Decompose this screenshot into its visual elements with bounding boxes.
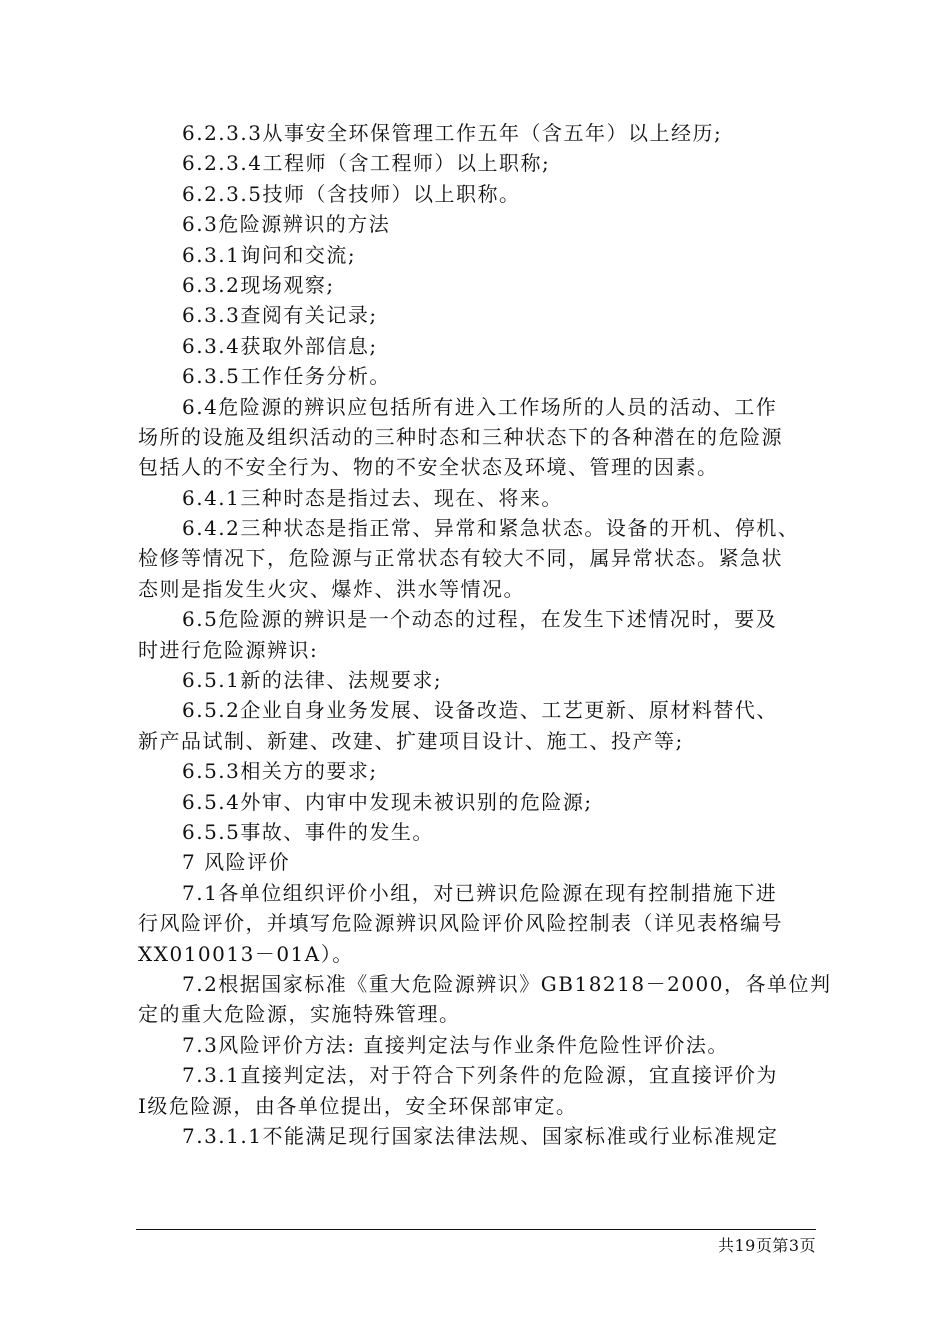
text-line: 场所的设施及组织活动的三种时态和三种状态下的各种潜在的危险源: [138, 424, 783, 449]
text-line: 6.4.1三种时态是指过去、现在、将来。: [182, 485, 563, 510]
text-line: 6.5.3相关方的要求;: [182, 759, 378, 784]
text-line: 7.3风险评价方法: 直接判定法与作业条件危险性评价法。: [182, 1032, 729, 1057]
text-line: 6.3.1询问和交流;: [182, 242, 357, 267]
text-line: 6.2.3.3从事安全环保管理工作五年（含五年）以上经历;: [182, 121, 723, 145]
text-line: 7.3.1直接判定法，对于符合下列条件的危险源，宜直接评价为: [182, 1063, 778, 1088]
text-line: 6.5.1新的法律、法规要求;: [182, 668, 443, 693]
footer-divider: [136, 1229, 816, 1230]
text-line: 6.3.4获取外部信息;: [182, 333, 378, 358]
page-number: 共19页第3页: [717, 1236, 816, 1255]
text-line: 6.3危险源辨识的方法: [182, 212, 391, 237]
text-line: 新产品试制、新建、改建、扩建项目设计、施工、投产等;: [138, 728, 684, 753]
text-line: 6.4.2三种状态是指正常、异常和紧急状态。设备的开机、停机、: [182, 516, 800, 541]
text-line: 6.3.3查阅有关记录;: [182, 303, 378, 328]
text-line: 定的重大危险源，实施特殊管理。: [138, 1002, 461, 1027]
text-line: 7.3.1.1不能满足现行国家法律法规、国家标准或行业标准规定: [182, 1123, 779, 1148]
text-line: 行风险评价，并填写危险源辨识风险评价风险控制表（详见表格编号: [138, 911, 783, 936]
text-line: 6.5.4外审、内审中发现未被识别的危险源;: [182, 789, 593, 814]
text-line: 7 风险评价: [182, 850, 291, 875]
text-line: 6.3.5工作任务分析。: [182, 364, 391, 389]
text-line: 6.5.5事故、事件的发生。: [182, 819, 434, 844]
text-line: 6.5危险源的辨识是一个动态的过程，在发生下述情况时，要及: [182, 607, 778, 632]
text-line: 6.2.3.5技师（含技师）以上职称。: [182, 181, 521, 206]
text-line: 6.2.3.4工程师（含工程师）以上职称;: [182, 151, 551, 176]
text-line: 检修等情况下，危险源与正常状态有较大不同，属异常状态。紧急状: [138, 546, 783, 571]
text-line: 态则是指发生火灾、爆炸、洪水等情况。: [138, 576, 525, 601]
text-line: XX010013－01A）。: [138, 941, 354, 966]
text-line: 7.1各单位组织评价小组，对已辨识危险源在现有控制措施下进: [182, 880, 778, 905]
document-body: [138, 118, 832, 1151]
text-line: 时进行危险源辨识:: [138, 637, 319, 662]
text-line: 6.5.2企业自身业务发展、设备改造、工艺更新、原材料替代、: [182, 698, 778, 723]
text-line: 包括人的不安全行为、物的不安全状态及环境、管理的因素。: [138, 455, 719, 480]
text-line: 6.3.2现场观察;: [182, 272, 335, 297]
text-line: 7.2根据国家标准《重大危险源辨识》GB18218－2000，各单位判: [182, 971, 832, 996]
text-line: 6.4危险源的辨识应包括所有进入工作场所的人员的活动、工作: [182, 394, 778, 419]
text-line: Ⅰ级危险源，由各单位提出，安全环保部审定。: [138, 1093, 578, 1118]
